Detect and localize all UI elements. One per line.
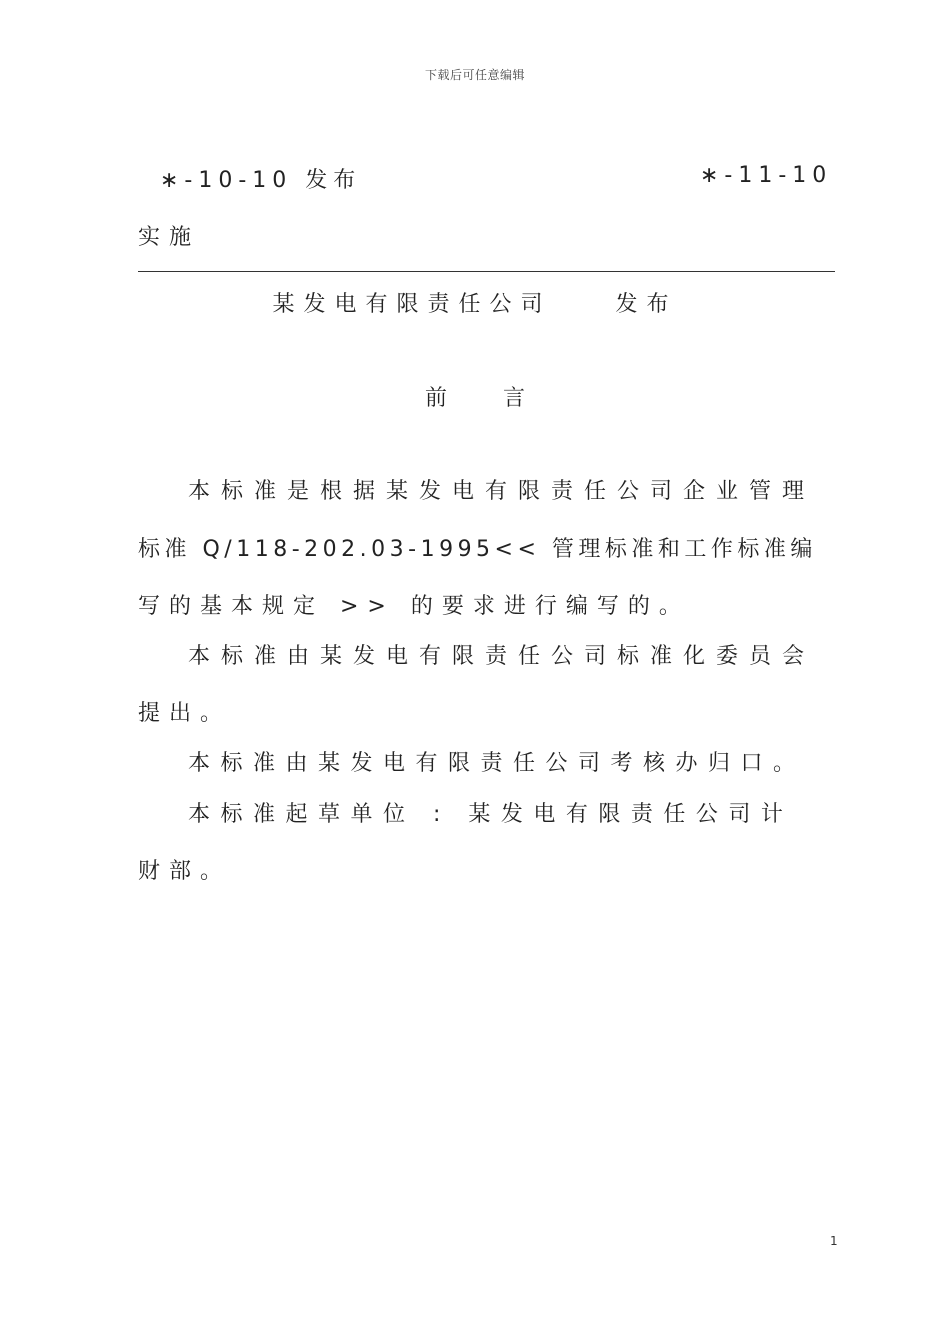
body-line: 本标准起草单位 : 某发电有限责任公司计 [188, 802, 794, 827]
body-line: 写的基本规定 >> 的要求进行编写的。 [138, 594, 690, 619]
body-line: 本标准由某发电有限责任公司考核办归口。 [188, 751, 806, 776]
body-line: 标准 Q/118-202.03-1995<< 管理标准和工作标准编 [138, 537, 817, 562]
effective-label: 实施 [138, 225, 201, 250]
issue-date: ∗-10-10 发布 [160, 168, 362, 193]
body-line: 本标准是根据某发电有限责任公司企业管理 [188, 479, 816, 504]
page-header-watermark: 下载后可任意编辑 [424, 68, 525, 82]
body-line: 提出。 [138, 701, 232, 726]
effective-date: ∗-11-10 [700, 163, 833, 188]
page-number: 1 [830, 1234, 838, 1248]
horizontal-rule [138, 271, 835, 272]
body-line: 财部。 [138, 859, 232, 884]
body-line: 本标准由某发电有限责任公司标准化委员会 [188, 644, 816, 669]
foreword-title: 前 言 [425, 386, 525, 411]
issuer-line: 某发电有限责任公司 发布 [272, 292, 678, 317]
